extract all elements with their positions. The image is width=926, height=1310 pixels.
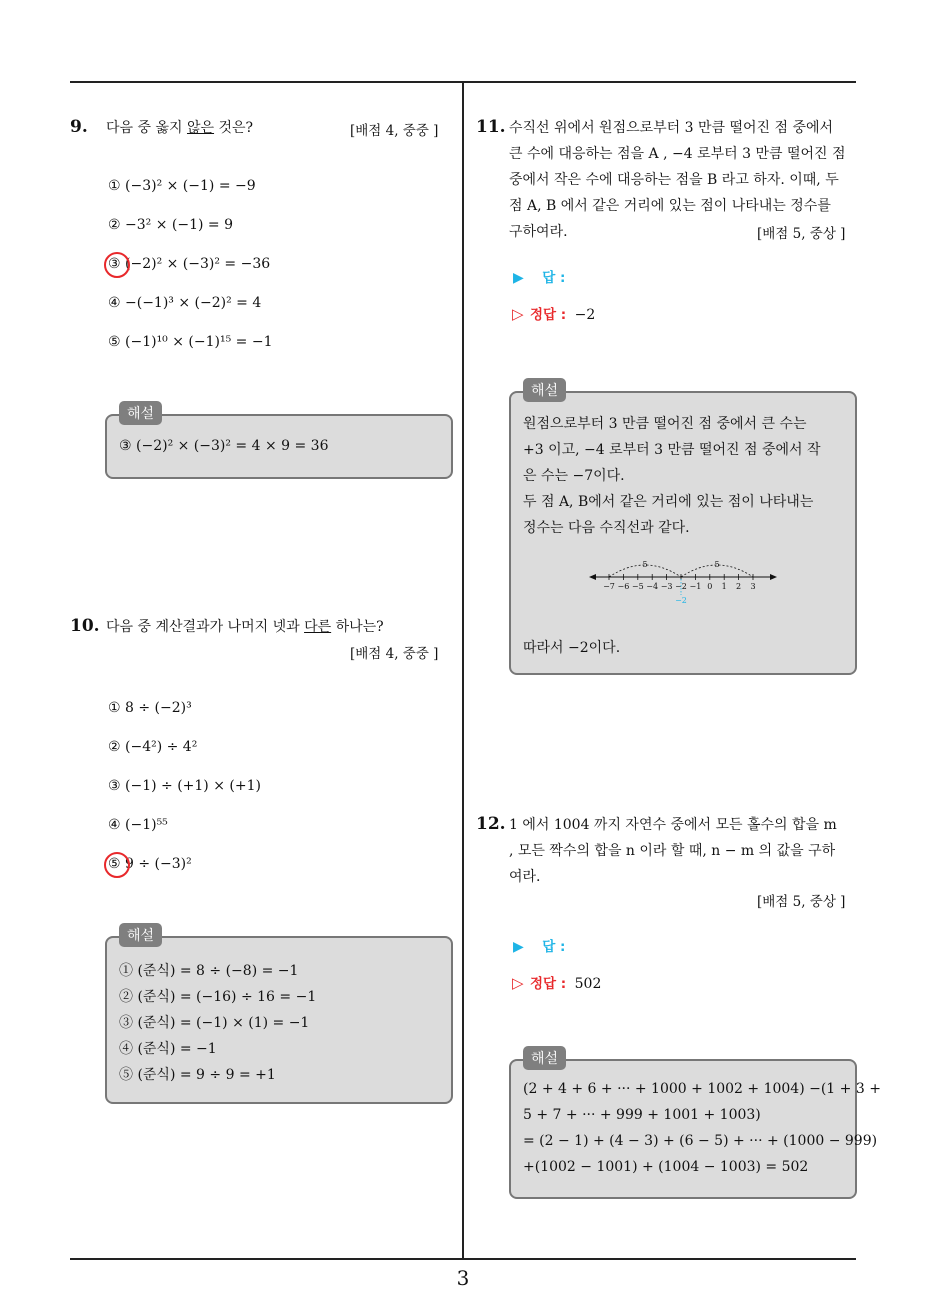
q9-explain-tag: 해설 <box>119 401 162 425</box>
q9-option-3[interactable]: ③ (−2)² × (−3)² = −36 <box>108 256 271 272</box>
q12-line-3: 여라. <box>509 869 541 885</box>
outline-arrow-icon: ▷ <box>512 974 524 992</box>
q9-option-5[interactable]: ⑤ (−1)¹⁰ × (−1)¹⁵ = −1 <box>108 334 273 350</box>
q10-explain-line-3: ③ (준식) = (−1) × (1) = −1 <box>119 1015 310 1031</box>
q12-explain-tag: 해설 <box>523 1046 566 1070</box>
q9-meta: [배점 4, 중중 ] <box>350 123 439 139</box>
number-line-left-arrow <box>589 574 596 580</box>
number-line-tick-label: −3 <box>660 582 673 591</box>
q11-line-4: 점 A, B 에서 같은 거리에 있는 점이 나타내는 정수를 <box>509 198 831 214</box>
q10-option-3[interactable]: ③ (−1) ÷ (+1) × (+1) <box>108 778 261 794</box>
q9-text-post: 것은? <box>214 120 254 136</box>
q10-number: 10. <box>70 616 100 636</box>
q11-number-line <box>589 555 779 605</box>
number-line-tick-label: −4 <box>646 582 659 591</box>
number-line-arc-label-right: 5 <box>714 560 720 569</box>
q11-correct-row <box>512 303 595 323</box>
q11-explain-line-3: 은 수는 −7이다. <box>523 468 625 484</box>
q9-number: 9. <box>70 117 88 137</box>
q11-answer-label: 답 : <box>542 270 566 286</box>
q10-explain-line-2: ② (준식) = (−16) ÷ 16 = −1 <box>119 989 317 1005</box>
q11-explain-line-1: 원점으로부터 3 만큼 떨어진 점 중에서 큰 수는 <box>523 416 807 432</box>
q10-option-4[interactable]: ④ (−1)⁵⁵ <box>108 817 168 833</box>
number-line-arc-label-left: 5 <box>642 560 648 569</box>
q9-option-2[interactable]: ② −3² × (−1) = 9 <box>108 217 233 233</box>
q12-correct-row <box>512 972 601 992</box>
q10-option-2[interactable]: ② (−4²) ÷ 4² <box>108 739 198 755</box>
number-line-tick-label: 0 <box>707 582 713 591</box>
q10-option-5[interactable]: ⑤ 9 ÷ (−3)² <box>108 856 192 872</box>
q12-meta: [배점 5, 중상 ] <box>757 894 846 910</box>
q10-meta: [배점 4, 중중 ] <box>350 646 439 662</box>
q12-question <box>509 812 859 890</box>
q11-explain-line-5: 정수는 다음 수직선과 같다. <box>523 520 690 536</box>
q9-explain-line-1: ③ (−2)² × (−3)² = 4 × 9 = 36 <box>119 438 329 454</box>
bottom-rule <box>70 1258 856 1260</box>
q11-number: 11. <box>476 117 506 137</box>
q12-answer-label: 답 : <box>542 939 566 955</box>
q12-explain-box <box>509 1059 881 1199</box>
number-line-tick-label: −7 <box>603 582 615 591</box>
q12-line-2: , 모든 짝수의 합을 n 이라 할 때, n − m 의 값을 구하 <box>509 843 836 859</box>
q9-question <box>106 115 253 141</box>
q10-explain-line-5: ⑤ (준식) = 9 ÷ 9 = +1 <box>119 1067 276 1083</box>
q11-line-1: 수직선 위에서 원점으로부터 3 만큼 떨어진 점 중에서 <box>509 120 834 136</box>
number-line-tick-label: 2 <box>736 582 742 591</box>
q12-explain-line-2: 5 + 7 + ··· + 999 + 1001 + 1003) <box>523 1107 761 1123</box>
q12-correct-value: 502 <box>574 976 602 992</box>
outline-arrow-icon: ▷ <box>512 305 524 323</box>
q11-line-2: 큰 수에 대응하는 점을 A , −4 로부터 3 만큼 떨어진 점 <box>509 146 846 162</box>
q12-explain-line-3: = (2 − 1) + (4 − 3) + (6 − 5) + ··· + (1000 − 999) <box>523 1133 878 1149</box>
q9-text-pre: 다음 중 옳지 <box>106 120 187 136</box>
q9-option-1[interactable]: ① (−3)² × (−1) = −9 <box>108 178 256 194</box>
q10-answer-circle-mark <box>104 852 130 878</box>
page-number: 3 <box>456 1266 470 1290</box>
q10-text-underline: 다른 <box>304 619 332 635</box>
q11-correct-value: −2 <box>574 307 596 323</box>
number-line-tick-label: −2 <box>675 582 687 591</box>
q11-answer-row <box>513 266 565 286</box>
number-line-right-arrow <box>770 574 777 580</box>
q12-correct-label: 정답 : <box>530 976 567 992</box>
number-line-midpoint-label: −2 <box>675 596 687 605</box>
column-divider <box>462 83 464 1258</box>
q11-line-3: 중에서 작은 수에 대응하는 점을 B 라고 하자. 이때, 두 <box>509 172 839 188</box>
q9-answer-circle-mark <box>104 252 130 278</box>
q10-text-post: 하나는? <box>331 619 384 635</box>
q11-line-5: 구하여라. <box>509 224 568 240</box>
number-line-tick-label: 3 <box>750 582 756 591</box>
q10-question <box>106 614 384 640</box>
q10-text-pre: 다음 중 계산결과가 나머지 넷과 <box>106 619 305 635</box>
q12-line-1: 1 에서 1004 까지 자연수 중에서 모든 홀수의 합을 m <box>509 817 837 833</box>
q10-explain-box <box>105 936 453 1104</box>
q9-option-4[interactable]: ④ −(−1)³ × (−2)² = 4 <box>108 295 262 311</box>
q11-explain-box <box>509 391 857 675</box>
q10-option-1[interactable]: ① 8 ÷ (−2)³ <box>108 700 192 716</box>
q10-explain-line-1: ① (준식) = 8 ÷ (−8) = −1 <box>119 963 299 979</box>
q11-explain-line-2: +3 이고, −4 로부터 3 만큼 떨어진 점 중에서 작 <box>523 442 821 458</box>
number-line-tick-label: −6 <box>617 582 630 591</box>
q9-text-underline: 않은 <box>186 120 215 136</box>
q11-meta: [배점 5, 중상 ] <box>757 226 846 242</box>
number-line-tick-label: 1 <box>721 582 727 591</box>
number-line-tick-label: −1 <box>689 582 702 591</box>
number-line-tick-label: −5 <box>631 582 644 591</box>
q12-explain-line-1: (2 + 4 + 6 + ··· + 1000 + 1002 + 1004) −(1 + 3 + <box>523 1081 881 1097</box>
q12-number: 12. <box>476 814 506 834</box>
play-arrow-icon: ▶ <box>513 939 524 955</box>
q11-explain-line-4: 두 점 A, B에서 같은 거리에 있는 점이 나타내는 <box>523 494 814 510</box>
q10-explain-line-4: ④ (준식) = −1 <box>119 1041 217 1057</box>
q11-correct-label: 정답 : <box>530 307 567 323</box>
q11-explain-conclusion: 따라서 −2이다. <box>523 640 621 656</box>
q11-explain-tag: 해설 <box>523 378 566 402</box>
q12-explain-line-4: +(1002 − 1001) + (1004 − 1003) = 502 <box>523 1159 809 1175</box>
q10-explain-tag: 해설 <box>119 923 162 947</box>
play-arrow-icon: ▶ <box>513 270 524 286</box>
q12-answer-row <box>513 935 565 955</box>
